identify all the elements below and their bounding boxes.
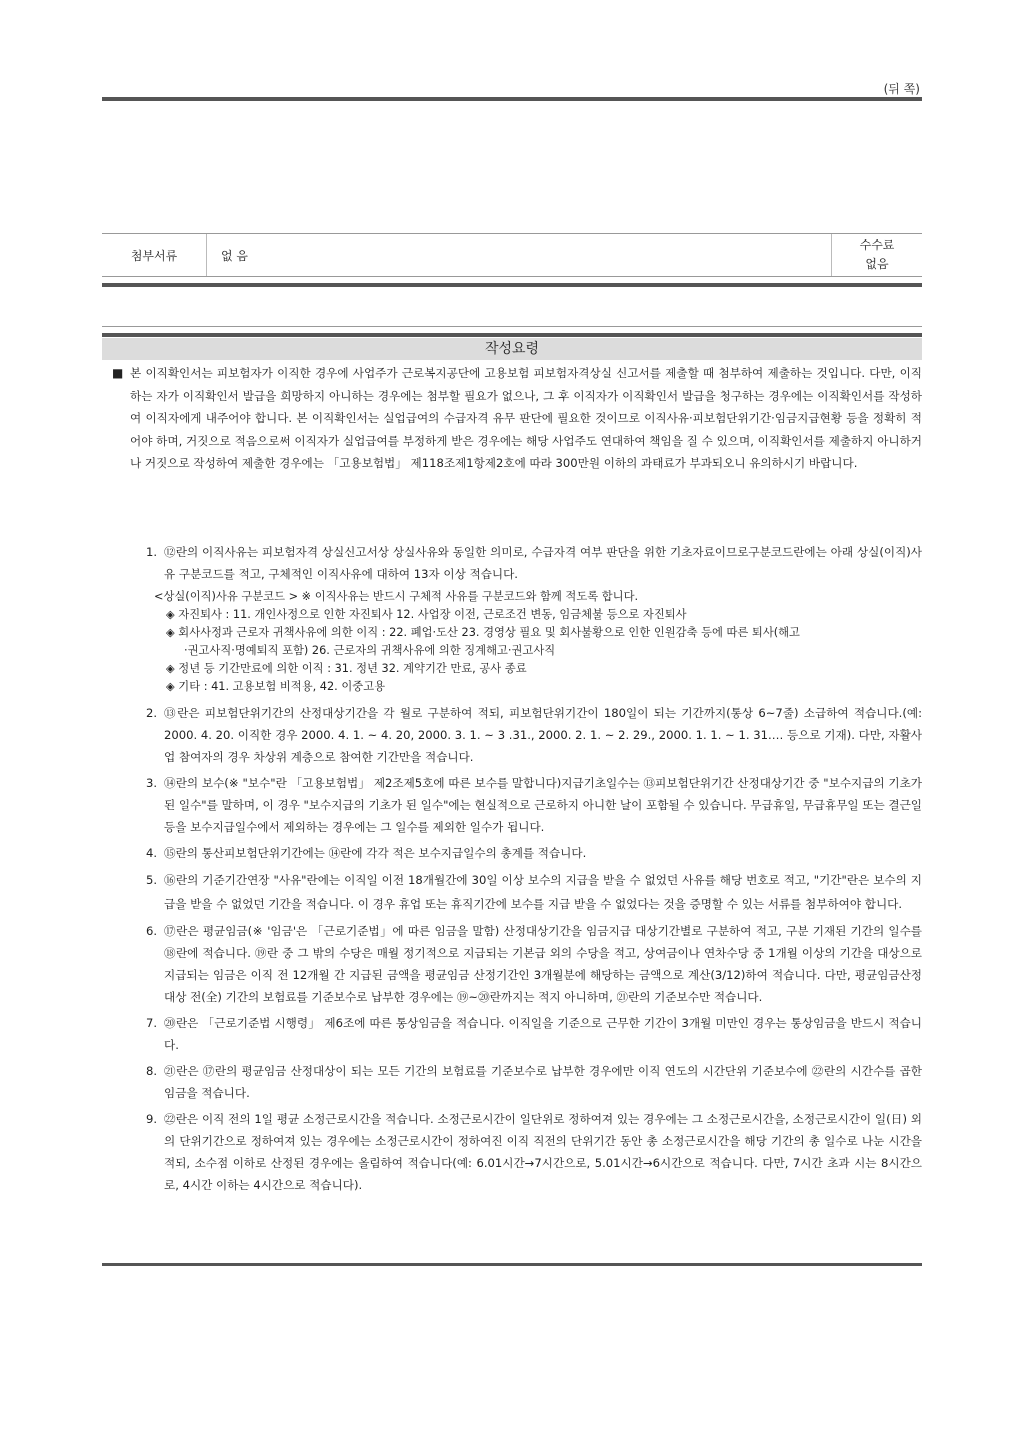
guide-item-7 (146, 1012, 922, 1056)
item-number: 1. (146, 545, 158, 559)
item-text: ⑯란의 기준기간연장 "사유"란에는 이직일 이전 18개월간에 30일 이상 보수의 지급을 받을 수 없었던 사유를 해당 번호로 적고, "기간"란은 보수의 지급을 받을 수 없었던 기간을 적습니다. 이 경우 휴업 또는 휴직기간에 보수를 지급 받을 수 없었다는 것을 증명할 수 있는 서류를 첨부하여야 합니다. (164, 873, 922, 911)
guide-item-2 (146, 702, 922, 768)
intro-text: 본 이직확인서는 피보험자가 이직한 경우에 사업주가 근로복지공단에 고용보험 피보험자격상실 신고서를 제출할 때 첨부하여 제출하는 것입니다. 다만, 이직하는 자가 이직확인서 발급을 희망하지 아니하는 경우에는 첨부할 필요가 없으나, 그 후 이직자가 이직확인서 발급을 청구하는 경우에는 이직확인서를 작성하여 이직자에게 내주어야 합니다. 본 이직확인서는 실업급여의 수급자격 유무 판단에 필요한 것이므로 이직사유·피보험단위기간·임금지급현황 등을 정확히 적어야 하며, 거짓으로 적음으로써 이직자가 실업급여를 부정하게 받은 경우에는 해당 사업주도 연대하여 책임을 질 수 있으며, 이직확인서를 제출하지 아니하거나 거짓으로 작성하여 제출한 경우에는 「고용보험법」 제118조제1항제2호에 따라 300만원 이하의 과태료가 부과되오니 유의하시기 바랍니다. (130, 366, 922, 470)
item-text: ⑫란의 이직사유는 피보험자격 상실신고서상 상실사유와 동일한 의미로, 수급자격 여부 판단을 위한 기초자료이므로구분코드란에는 아래 상실(이직)사유 구분코드를 적고, 구체적인 이직사유에 대하여 13자 이상 적습니다. (164, 545, 922, 581)
item-number: 4. (146, 846, 158, 860)
code-row: ◈ 정년 등 기간만료에 의한 이직 : 31. 정년 32. 계약기간 만료, 공사 종료 (166, 662, 527, 675)
item-number: 3. (146, 776, 158, 790)
item-text: ⑬란은 피보험단위기간의 산정대상기간을 각 월로 구분하여 적되, 피보험단위기간이 180일이 되는 기간까지(통상 6~7줄) 소급하여 적습니다.(예: 2000. 4. 20. 이직한 경우 2000. 4. 1. ~ 4. 20, 2000. 3. 1. ~ 3 .31., 2000. 2. 1. ~ 2. 29., 2000. 1. 1. ~ 1. 31.… 등으로 기재). 다만, 자활사업 참여자의 경우 차상위 계층으로 참여한 기간만을 적습니다. (164, 706, 922, 764)
title-top-rule (102, 333, 922, 337)
code-row: ◈ 자진퇴사 : 11. 개인사정으로 인한 자진퇴사 12. 사업장 이전, 근로조건 변동, 임금체불 등으로 자진퇴사 (166, 608, 687, 621)
thin-rule (102, 326, 922, 327)
guide-item-3 (146, 772, 922, 838)
fee-label: 수수료 (859, 238, 895, 252)
item-number: 8. (146, 1064, 158, 1078)
bottom-rule (102, 1263, 922, 1266)
guide-item-8 (146, 1060, 922, 1104)
back-side-label: (뒤 쪽) (883, 82, 920, 96)
code-row: ◈ 회사사정과 근로자 귀책사유에 의한 이직 : 22. 폐업·도산 23. 경영상 필요 및 회사불황으로 인한 인원감축 등에 따른 퇴사(해고 (166, 626, 800, 639)
attachment-label: 첨부서류 (102, 234, 207, 276)
guide-item-4 (146, 842, 922, 864)
item-number: 6. (146, 924, 158, 938)
item-text: ⑳란은 「근로기준법 시행령」 제6조에 따른 통상임금을 적습니다. 이직일을 기준으로 근무한 기간이 3개월 미만인 경우는 통상임금을 반드시 적습니다. (164, 1016, 922, 1052)
guide-item-9 (146, 1108, 922, 1196)
guide-item-6 (146, 920, 922, 1008)
code-row: ·권고사직·명예퇴직 포함) 26. 근로자의 귀책사유에 의한 징계해고·권고사직 (184, 644, 556, 657)
code-title: <상실(이직)사유 구분코드 > ※ 이직사유는 반드시 구체적 사유를 구분코드와 함께 적도록 합니다. (154, 590, 639, 603)
code-list (146, 588, 922, 696)
code-row: ◈ 기타 : 41. 고용보험 비적용, 42. 이중고용 (166, 680, 386, 693)
fee-cell (832, 234, 922, 276)
guide-items (146, 541, 922, 1196)
item-text: ⑭란의 보수(※ "보수"란 「고용보험법」 제2조제5호에 따른 보수를 말합니다)지급기초일수는 ⑬피보험단위기간 산정대상기간 중 "보수지급의 기초가 된 일수"를 말하며, 이 경우 "보수지급의 기초가 된 일수"에는 현실적으로 근로하지 아니한 날이 포함될 수 있습니다. 무급휴일, 무급휴무일 또는 결근일 등을 보수지급일수에서 제외하는 경우에는 그 일수를 제외한 일수가 됩니다. (164, 776, 922, 834)
guide-item-5 (146, 868, 922, 916)
item-text: ㉒란은 이직 전의 1일 평균 소정근로시간을 적습니다. 소정근로시간이 일단위로 정하여져 있는 경우에는 그 소정근로시간을, 소정근로시간이 일(日) 외의 단위기간으로 정하여져 있는 경우에는 소정근로시간이 정하여진 이직 직전의 단위기간 동안 총 소정근로시간을 해당 기간의 총 일수로 나눈 시간을 적되, 소수점 이하로 산정된 경우에는 올림하여 적습니다(예: 6.01시간→7시간으로, 5.01시간→6시간으로 적습니다. 다만, 7시간 초과 시는 8시간으로, 4시간 이하는 4시간으로 적습니다). (164, 1112, 922, 1192)
guide-intro (112, 362, 922, 475)
attachment-table (102, 233, 922, 277)
item-text: ㉑란은 ⑰란의 평균임금 산정대상이 되는 모든 기간의 보험료를 기준보수로 납부한 경우에만 이직 연도의 시간단위 기준보수에 ㉒란의 시간수를 곱한 임금을 적습니다. (164, 1064, 922, 1100)
item-number: 9. (146, 1112, 158, 1126)
fee-value: 없음 (865, 257, 889, 271)
item-text: ⑮란의 통산피보험단위기간에는 ⑭란에 각각 적은 보수지급일수의 총계를 적습니다. (164, 846, 587, 860)
attachment-bottom-rule (102, 283, 922, 287)
item-number: 2. (146, 706, 158, 720)
guide-item-1 (146, 541, 922, 585)
item-number: 7. (146, 1016, 158, 1030)
attachment-value: 없 음 (207, 234, 832, 276)
guide-title: 작성요령 (102, 338, 922, 360)
top-rule (102, 97, 922, 101)
item-text: ⑰란은 평균임금(※ '임금'은 「근로기준법」에 따른 임금을 말함) 산정대상기간을 임금지급 대상기간별로 구분하여 적고, 구분 기재된 기간의 일수를 ⑱란에 적습니다. ⑲란 중 그 밖의 수당은 매월 정기적으로 지급되는 기본급 외의 수당을 적고, 상여금이나 연차수당 중 1개월 이상의 기간을 대상으로 지급되는 임금은 이직 전 12개월 간 지급된 금액을 평균임금 산정기간인 3개월분에 해당하는 금액으로 계산(3/12)하여 적습니다. 다만, 평균임금산정대상 전(全) 기간의 보험료를 기준보수로 납부한 경우에는 ⑲~⑳란까지는 적지 아니하며, ㉑란의 기준보수만 적습니다. (164, 924, 922, 1004)
item-number: 5. (146, 873, 158, 887)
intro-bullet-icon: ■ (112, 366, 124, 380)
